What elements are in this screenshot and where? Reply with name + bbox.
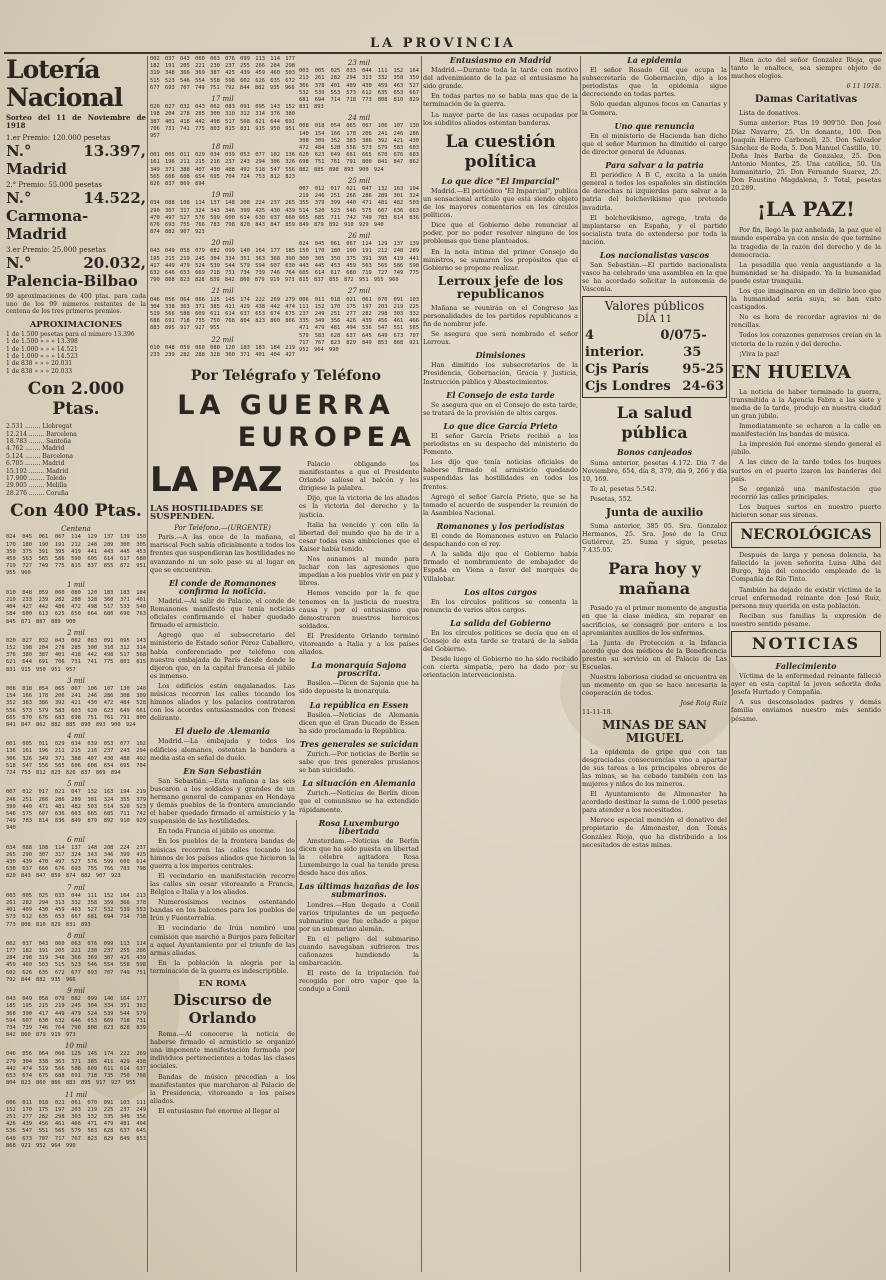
- mil-label: 26 mil: [347, 232, 371, 241]
- article-paragraph: El entusiasmo fué enorme al llegar al: [158, 1106, 280, 1115]
- article-paragraph: El vecindario en manifestación recorre las calles sin cesar vitoreando a Francia, Bélgica e Italia y a los aliados.: [150, 871, 295, 897]
- article-paragraph: El resto de la tripulación fué recogida por otro vapor que la condujo a Conil: [299, 969, 419, 994]
- con-2000-row: 29.905 ........ Melilla: [6, 482, 68, 490]
- article-paragraph: A sus desconsolados padres y demás familia enviamos nuestro más sentido pésame.: [731, 698, 881, 723]
- article-subhead: Lo que dice "El Imparcial": [441, 175, 560, 186]
- article-paragraph: También ha dejado de existir víctima de la cruel enfermedad reinante don José Ruiz, persona muy querida en esta población.: [731, 585, 881, 610]
- article-subhead: La salida del Gobierno: [450, 617, 551, 628]
- number-block: 002 037 043 060 063 076 099 113 114 177 182 191 205 221 230 237 255 266 284 298 319 348 366 369 387 425 439 459 460 503 515 523 546 554 558 598 602 626 635 672 677 693 707 749 751 792 844 882 935 966: [150, 56, 295, 91]
- noticias-box: [731, 631, 881, 657]
- number-block: 024 045 061 067 114 129 137 139 150 170 180 190 191 212 248 289 300 305 350 375 391 395 419 441 443 445 453 459 563 565 586 590 605 614 617 680 719 727 749 775 815 837 855 872 951 955 960: [6, 534, 146, 577]
- column-divider: [729, 56, 730, 1272]
- article-paragraph: La Junta de Protección a la Infancia acordó que dos médicos de la Beneficencia presten su servicio en el Palacio de Las Escuelas.: [582, 638, 727, 672]
- en-huelva-headline: EN HUELVA: [731, 361, 851, 383]
- valores-title: Valores públicos: [604, 299, 705, 314]
- article-paragraph: En la nota íntima del primer Consejo de ministros, se sumaron los propósitos que el Gobierno se propone realizar.: [423, 247, 578, 272]
- mil-label: 4 mil: [67, 732, 85, 741]
- number-block: 020 027 032 043 062 083 091 095 143 152 198 204 278 285 300 310 312 314 376 380 387 401 418 442 498 517 568 621 644 691 706 731 741 775 803 815 831 915 950 951 957: [6, 637, 146, 673]
- number-block: 043 049 058 079 082 099 140 164 177 185 195 215 219 245 304 334 351 363 368 390 417 449 479 524 539 544 579 594 607 630 632 646 653 669 718 731 734 739 746 764 790 808 823 828 839 842 860 879 919 973: [6, 996, 146, 1039]
- article-subhead: Fallecimiento: [775, 660, 837, 671]
- article-paragraph: Por fin, llegó la paz anhelada, la paz que el mundo esperaba ya con ansia de que termine la tragedia de la razón del derecho y de la democracia.: [731, 226, 881, 259]
- article-subhead: Entusiasmo en Madrid: [449, 56, 552, 65]
- article-paragraph: La noticia de haber terminado la guerra, transmitida a la Agencia Fabra a las siete y media de la tarde, produjo en nuestra ciudad un gran júbilo.: [731, 387, 881, 420]
- con-2000-row: 4.762 ........ Madrid: [6, 445, 65, 453]
- article-paragraph: Los edificios están engalanados. Las músicas recorren las calles tocando los himnos aliados y los palacios contrataron con los acordes entusiasmados con frenesí delirante.: [150, 681, 295, 723]
- article-paragraph: En los círculos políticos se comenta la renuncia de varios altos cargos.: [423, 597, 578, 614]
- mil-label: 18 mil: [211, 143, 234, 152]
- mil-label: 10 mil: [64, 1042, 88, 1051]
- mil-label: 19 mil: [211, 191, 234, 200]
- centena-label: Centena: [61, 525, 91, 534]
- article-paragraph: En el ministerio de Hacienda han dicho que el señor Marimon ha dimitido el cargo de director general de Aduanas.: [582, 131, 727, 156]
- mil-label: 9 mil: [67, 987, 85, 996]
- article-paragraph: Pasado ya el primer momento de angustia en que la clase médica, sin reparar en sacrificios, se consagró por entero a los apremiantes auxilios de los enfermos.: [582, 604, 727, 637]
- urgente-line: Por Teléfono.—(URGENTE): [174, 524, 271, 533]
- header-rule: [4, 52, 882, 54]
- article-paragraph: Dijo, que la victoria de los aliados es la victoria del derecho y la justicia.: [299, 494, 419, 519]
- mil-label: 17 mil: [211, 95, 234, 104]
- mil-label: 21 mil: [211, 287, 234, 296]
- article-paragraph: Han dimitido los subsecretarios de la Presidencia, Gobernación, Gracia y Justicia, Instrucción pública y Abastecimientos.: [423, 361, 578, 386]
- article-subhead: Los nacionalistas vascos: [599, 249, 710, 260]
- column-la-paz: [150, 460, 295, 1272]
- article-subhead: EN ROMA: [198, 978, 247, 989]
- article-subhead: El Consejo de esta tarde: [446, 389, 555, 400]
- article-subhead: El duelo de Alemania: [174, 726, 271, 737]
- mil-label: 7 mil: [67, 883, 85, 892]
- article-paragraph: El Ayuntamiento de Almonaster ha acordado destinar la suma de 1.000 pesetas para atender a los necesitados.: [582, 790, 727, 815]
- banner-europea: EUROPEA: [237, 422, 416, 453]
- con-2000-row: 12.214 ........ Barcelona: [6, 430, 77, 438]
- article-paragraph: Madrid.—El periódico "El Imparcial", publica un sensacional artículo que está siendo objeto de los mayores comentarios en los círculos políticos.: [423, 186, 578, 220]
- article-paragraph: To al, pesetas 5.542.: [590, 484, 657, 493]
- article-paragraph: Les dijo que tenía noticias oficiales de haberse firmado el armisticio quedando suspendidas las hostilidades en todos los frentes.: [423, 458, 578, 491]
- approx-row: 1 de 1.500 pesetas para el número 13.396: [6, 330, 135, 338]
- valores-row: [585, 361, 724, 378]
- la-paz-exclaim-headline: ¡LA PAZ!: [757, 197, 855, 222]
- con-2000-row: 6.705 ........ Madrid: [6, 460, 65, 468]
- column-divider: [296, 820, 297, 1272]
- la-paz-subhead: LAS HOSTILIDADES SE SUSPENDEN.: [150, 504, 264, 523]
- number-block: 002 037 043 060 063 076 099 113 114 177 182 191 205 221 230 237 255 266 284 298 319 348 366 369 387 425 439 459 460 503 515 523 546 554 558 598 602 626 635 672 677 693 707 749 751 792 844 882 935 966: [6, 940, 146, 983]
- column-divider: [580, 56, 581, 1272]
- article-paragraph: Mañana se reunirán en el Congreso las personalidades de los partidos republicanos a fin de nombrar jefe.: [423, 303, 578, 328]
- article-paragraph: Desde luego el Gobierno no ha sido recibido con cierta simpatía, pero ha dado por su orientación intervencionista.: [423, 655, 578, 680]
- article-paragraph: Inmediatamente se echaron a la calle en manifestación las bandas de música.: [731, 422, 881, 439]
- column-news-3: [299, 460, 419, 1272]
- article-paragraph: En toda Francia el júbilo es enorme.: [158, 827, 276, 836]
- article-paragraph: No es hora de recordar agravios ni de rencillas.: [731, 313, 881, 330]
- column-politics: [423, 56, 578, 1272]
- mil-label: 23 mil: [347, 59, 371, 67]
- article-paragraph: Basilea.—Noticias de Alemania dicen que el Gran Ducado de Essen ha sido proclamada la República.: [299, 710, 419, 735]
- lerroux-headline: Lerroux jefe de los republicanos: [437, 273, 564, 301]
- approx-row: 1 de 838 » » » 20.031: [6, 360, 73, 368]
- article-subhead: Los altos cargos: [464, 586, 537, 597]
- article-subhead: La república en Essen: [309, 699, 409, 710]
- loteria-subtitle: Sorteo del 11 de Noviembre de 1918: [6, 113, 146, 131]
- orlando-headline: Discurso de Orlando: [173, 991, 272, 1028]
- article-subhead: Bonos canjeados: [616, 447, 692, 458]
- column-numbers-2: [150, 56, 295, 356]
- article-paragraph: Nuestra laboriosa ciudad se encuentra en un momento en que se hace necesaria la cooperación de todos.: [582, 673, 727, 698]
- article-paragraph: El bolchevikismo, agrega, trata de implantarse en España, y el partido socialista trata de extenderse por toda la nación.: [582, 213, 727, 246]
- article-subhead: La situación en Alemania: [302, 778, 416, 789]
- number-block: 034 088 108 114 137 148 208 224 237 265 290 307 317 324 343 346 399 425 430 439 470 497 527 576 599 600 614 630 637 660 676 693 755 766 783 798 820 843 847 859 874 882 907 923: [6, 844, 146, 880]
- article-subhead: Lo que dice García Prieto: [443, 420, 558, 431]
- number-block: 007 012 017 021 047 132 163 194 219 246 251 266 286 289 301 324 355 379 399 440 471 481 482 503 514 520 523 546 575 607 636 663 665 685 711 742 749 783 814 836 849 879 892 910 929 940: [299, 185, 419, 228]
- article-subhead: Rosa Luxemburgo libertada: [318, 817, 400, 836]
- mil-label: 24 mil: [347, 114, 371, 123]
- number-block: 001 005 011 029 034 039 053 077 102 136 161 196 211 215 216 237 243 294 306 326 349 371 388 407 430 488 492 518 547 556 565 606 608 654 695 704 724 753 812 823 826 837 869 894: [6, 741, 146, 777]
- approx-row: 1 de 1.500 » » » 13.398: [6, 338, 78, 346]
- salud-publica-headline: La salud pública: [616, 403, 693, 443]
- article-paragraph: Se organizó una manifestación que recorrió las calles principales.: [731, 484, 881, 501]
- article-paragraph: La mayor parte de las casas ocupadas por los súbditos aliados ostentan banderas.: [423, 110, 578, 127]
- column-loteria: [6, 56, 146, 1272]
- mil-label: 11 mil: [64, 1090, 88, 1099]
- article-paragraph: Amsterdam.—Noticias de Berlín dicen que ha sido puesta en libertad la célebre agitadora Rosa Luxemburgo la cual ha tenido presa desde hace dos años.: [299, 836, 419, 878]
- article-paragraph: Lista de donativos.: [739, 109, 801, 118]
- number-block: 006 011 018 021 061 070 091 103 111 152 170 175 197 203 219 225 237 249 251 277 282 298 303 332 335 349 356 426 439 456 461 466 471 479 481 494 536 547 551 565 579 583 628 637 645 649 673 707 717 767 823 829 849 853 868 921 952 964 990: [299, 296, 419, 353]
- valores-day: DÍA 11: [636, 314, 673, 326]
- banner-telegraph: Por Telégrafo y Teléfono: [191, 368, 381, 384]
- article-subhead: Para salvar a la patria: [605, 160, 704, 171]
- article-paragraph: Zurich.—Por noticias de Berlín se sabe que tres generales prusianos se han suicidado.: [299, 750, 419, 775]
- mil-label: 27 mil: [347, 287, 371, 296]
- article-paragraph: En los pueblos de la frontera bandas de músicas recorren las calles tocando los himnos de los países aliados que hicieron la guerra a los imperios centrales.: [150, 837, 295, 870]
- article-subhead: La epidemia: [627, 56, 682, 65]
- article-paragraph: Se asegura que en el Consejo de esta tarde, se tratará de la provisión de altos cargos.: [423, 400, 578, 417]
- article-paragraph: La pesadilla que venía angustiando a la humanidad se ha disipado. Ya la humanidad puede estar tranquila.: [731, 260, 881, 285]
- article-date: 11-11-18.: [582, 707, 613, 716]
- approx-note: 99 aproximaciones de 400 ptas. para cada uno de los 99 números restantes de la centena de los tres primeros premios.: [6, 293, 146, 316]
- signature: José Roig Ruiz: [680, 699, 727, 708]
- article-paragraph: Suma anterior, pesetas 4.172. Día 7 de Noviembre, 654, día 8, 379, día 9, 266 y día 10, 169.: [582, 458, 727, 483]
- article-paragraph: Merece especial mención el donativo del propietario de Almonaster, don Tomás González Rioja, que ha distribuido a los necesitados de estas minas.: [582, 816, 727, 849]
- article-paragraph: Zurich.—Noticias de Berlín dicen que el comunismo se ha extendido rápidamente.: [299, 789, 419, 814]
- article-paragraph: Bandas de música precedían a los manifestantes que marcharon al Palacio de la Presidencia, vitoreando a los países aliados.: [150, 1072, 295, 1105]
- article-subhead: Junta de auxilio: [605, 506, 704, 519]
- article-subhead: La monarquía Sajona proscrita.: [311, 660, 407, 679]
- column-huelva: [731, 56, 881, 1272]
- mil-label: 6 mil: [67, 835, 85, 844]
- article-paragraph: El Presidente Orlando terminó vitoreando a Italia y a los países aliados.: [299, 631, 419, 657]
- valores-value: 75-35: [683, 328, 707, 361]
- article-paragraph: El periódico A B C, excita a la unión general a todos los españoles sin distinción de derechas ni izquierdas para salvar a la patria del bolchevikismo que pretende invadirla.: [582, 171, 727, 212]
- necrologicas-headline: NECROLÓGICAS: [740, 527, 872, 544]
- article-paragraph: Madrid.—La embajada y todos los edificios alemanes, ostentan la bandera a media asta en señal de duelo.: [150, 737, 295, 762]
- article-paragraph: Roma.—Al conocerse la noticia de haberse firmado el armisticio se organizó una imponente manifestación formada por individuos pertenecientes a todas las clases sociales.: [150, 1030, 295, 1071]
- donations-list: Suma anterior: Ptas 19 909'50. Don José Díaz Navarro, 25. Un donante, 100. Don Joaquín Hierro Carbonell, 25. Don Salvador Sánchez de Roda, 5. Don Manuel Castillo, 10. Doña Inés Barba de Gonzalez, 25. Don Antonio Montes, 25. Una católica, 50. Un humanitario, 25. Don Fernando Suarez, 25. Don Faustino Magdalena, 5. Total, pesetas 20.289.: [731, 119, 881, 193]
- article-paragraph: Madrid.—Al salir de Palacio, el conde de Romanones manifestó que tenía noticias oficiales confirmando el haber quedado firmado el armisticio.: [150, 596, 295, 630]
- article-paragraph: ¡Viva la paz!: [739, 349, 780, 358]
- con-2000-row: 2.531 ........ Llobregat: [6, 423, 72, 431]
- valores-row: [585, 378, 724, 395]
- number-block: 020 027 032 043 062 083 091 095 143 152 198 204 278 285 300 310 312 314 376 380 387 401 418 442 498 517 568 621 644 691 706 731 741 775 803 815 831 915 950 951 957: [150, 104, 295, 139]
- con-2000-row: 18.783 ........ Santoña: [6, 438, 72, 446]
- article-paragraph: En el peligro del submarino cuando navegaban sufrieron tres cañonazos hundiendo la embarcación.: [299, 934, 419, 968]
- mil-label: 20 mil: [211, 239, 234, 248]
- article-subhead: Tres generales se suicidan: [299, 738, 419, 749]
- article-paragraph: Después de larga y penosa dolencia, ha fallecido la joven señorita Luisa Alba del Burgo, hija del conocido empleado de la Compañía de Río Tinto.: [731, 551, 881, 584]
- article-paragraph: Hemos vencido por la fe que tenemos en la justicia de nuestra causa y por el entusiasmo que demostraron nuestros heroicos soldados.: [299, 589, 419, 630]
- article-paragraph: San Sebastián.—Esta mañana a las seis buscaron a los soldados y grandes de un hermano general de campanas en Hendaya y demás pueblos de la frontera anunciando el haber quedado firmado el armisticio y la suspensión de las hostilidades.: [150, 776, 295, 826]
- prize-number: N.° 13.397, Madrid: [6, 142, 146, 179]
- article-paragraph: Basilea.—Dicen de Sajonia que ha sido depuesta la monarquía.: [299, 679, 419, 696]
- article-paragraph: El vecindario de Irún nombró una comisión que marchó a Burgos para felicitar a aquel Ayuntamiento por el triunfo de las armas aliadas.: [150, 924, 295, 957]
- valores-box: [582, 296, 727, 398]
- number-block: 046 056 064 066 125 145 174 222 269 279 304 338 363 371 385 411 429 438 442 474 519 566 588 609 611 614 637 653 674 675 688 691 718 735 750 768 804 823 860 866 883 895 917 927 955: [150, 296, 295, 332]
- article-paragraph: Suma anterior, 385 05. Sra. Gonzalez Hermanos, 25. Sra. José de la Cruz Gutiérrez, 25. Suma y sigue, pesetas 7.435.05.: [582, 522, 727, 555]
- valores-row: [585, 327, 724, 361]
- article-paragraph: Víctima de la enfermedad reinante falleció ayer en esta capital la joven señorita doña Josefa Hurtado y Compañía.: [731, 672, 881, 697]
- article-paragraph: Agregó el señor García Prieto, que se ha tomado el acuerdo de suspender la reunión de la Asamblea Nacional.: [423, 492, 578, 517]
- masthead: LA PROVINCIA: [370, 36, 516, 51]
- article-paragraph: Los buques surtos en nuestro puerto hicieron sonar sus sirenas.: [731, 502, 881, 520]
- number-block: 003 005 025 033 044 111 152 164 213 261 282 294 313 332 358 359 366 378 401 409 430 459 463 527 532 539 553 573 612 635 653 667 681 694 714 718 773 808 810 829 831 893: [299, 68, 419, 111]
- con-2000-row: 15.192 ........ Madrid: [6, 467, 69, 475]
- article-paragraph: Todos los corazones generosos creían en la victoria de la razón y del derecho.: [731, 331, 881, 348]
- article-paragraph: A la salida dijo que el Gobierno había firmado el nombramiento de embajador de España en Viena a favor del marqués de Villalobar.: [423, 550, 578, 583]
- prize-label: 1.er Premio: 120.000 pesetas: [6, 134, 111, 143]
- mil-label: 22 mil: [211, 335, 234, 344]
- article-paragraph: Dice que el Gobierno debe renunciar al poder, por no poder resolver ninguno de los problemas que tiene planteados.: [423, 221, 578, 246]
- article-subhead: En San Sebastián: [183, 765, 262, 776]
- article-paragraph: Bien acto del señor Gonzalez Rioja, que tanto le enaltece, sea siempre objeto de muchos elogios.: [731, 56, 881, 81]
- number-block: 003 005 025 033 044 111 152 164 213 261 282 294 313 332 358 359 366 378 401 409 430 459 463 527 532 539 553 573 612 635 653 667 681 694 714 718 773 808 810 829 831 893: [6, 892, 146, 928]
- number-block: 043 049 058 079 082 099 140 164 177 185 195 215 219 245 304 334 351 363 368 390 417 449 479 524 539 544 579 594 607 630 632 646 653 669 718 731 734 739 746 764 790 808 823 828 839 842 860 879 919 973: [150, 248, 295, 284]
- number-block: 001 005 011 029 034 039 053 077 102 136 161 196 211 215 216 237 243 294 306 326 349 371 388 407 430 488 492 518 547 556 565 606 608 654 695 704 724 753 812 823 826 837 869 894: [150, 152, 295, 188]
- article-subhead: Uno que renuncia: [614, 120, 695, 131]
- article-paragraph: Londres.—Han llegado a Conil varios tripulantes de un pequeño submarino que fue echado a pique por un submarino alemán.: [299, 900, 419, 933]
- article-subhead: Dimisiones: [475, 350, 526, 361]
- article-paragraph: La epidemia de gripe que con tan desgraciadas consecuencias vino a apartar de sus tareas a los principales obreros de las minas, se ha cebado también con las mujeres y niños de los mineros.: [582, 747, 727, 788]
- number-block: 007 012 017 021 047 132 163 194 219 246 251 266 286 289 301 324 355 379 399 440 471 481 482 503 514 520 523 546 575 607 636 663 665 685 711 742 749 783 814 836 849 879 892 910 929 940: [6, 789, 146, 832]
- article-paragraph: En la población la alegría por la terminación de la guerra es indescriptible.: [150, 958, 295, 975]
- article-paragraph: París.—A las once de la mañana, el mariscal Foch sabía oficialmente a todos los frentes que suspendieran las hostilidades no avanzando ni un solo paso su al lugar en que se encuentren.: [150, 533, 295, 574]
- article-paragraph: Palacio obligando los manifestantes a que el Presidente Orlando saliese al balcón y les dirigiese la palabra.: [299, 460, 419, 493]
- mil-label: 5 mil: [67, 780, 85, 789]
- mil-label: 25 mil: [347, 176, 371, 185]
- minas-headline: MINAS DE SAN MIGUEL: [602, 717, 707, 745]
- prize-label: 2.° Premio: 55.000 pesetas: [6, 181, 102, 190]
- number-block: 008 018 054 065 067 106 107 130 140 154 166 178 206 241 246 286 308 309 352 383 386 392 421 430 472 484 528 556 573 579 583 603 620 623 649 661 665 670 676 683 698 751 761 791 800 841 847 862 882 885 890 893 900 924: [6, 685, 146, 728]
- number-block: 006 011 018 021 061 070 091 103 111 152 170 175 197 203 219 225 237 249 251 277 282 298 303 332 335 349 356 426 439 456 461 466 471 479 481 494 536 547 551 565 579 583 628 637 645 649 673 707 717 767 823 829 849 853 868 921 952 964 990: [6, 1099, 146, 1149]
- article-paragraph: El señor García Prieto recibió a los periodistas en su despacho del ministerio de Fomento.: [423, 432, 578, 457]
- valores-value: 24-63: [682, 379, 724, 395]
- number-block: 034 088 108 114 137 148 208 224 237 265 290 307 317 324 343 346 399 425 430 439 470 497 527 576 599 600 614 630 637 660 676 693 755 766 783 798 820 843 847 859 874 882 907 923: [150, 200, 295, 236]
- article-paragraph: San Sebastián.—El partido nacionalista vasco ha celebrado una asamblea en la que se ha acordado solicitar la autonomía de Vasconia.: [582, 261, 727, 294]
- mil-label: 8 mil: [67, 931, 85, 940]
- article-date: 6 11 1918.: [846, 82, 881, 91]
- war-banner: [150, 368, 422, 454]
- con-2000-row: 17.900 ........ Toledo: [6, 475, 67, 483]
- article-paragraph: Reciban sus familias la expresión de nuestro sentido pésame.: [731, 611, 881, 628]
- article-paragraph: En todas partes no se habla mas que de la terminación de la guerra.: [423, 92, 578, 109]
- con-2000-row: 28.276 ........ Coruña: [6, 489, 69, 497]
- mil-label: 1 mil: [67, 580, 85, 589]
- number-block: 010 048 059 060 080 120 183 183 184 219 233 239 282 288 328 360 371 401 404 427: [150, 344, 295, 356]
- number-block: 010 048 059 060 080 120 183 183 184 219 233 239 282 288 328 360 371 401 404 427 442 486 472 498 517 533 540 584 600 613 625 650 664 680 690 763 845 871 887 889 900: [6, 589, 146, 625]
- con-2000-heading: Con 2.000 Ptas.: [27, 379, 125, 420]
- article-paragraph: Agregó que el subsecretario del ministerio de Estado señor Pérez Caballero, había conferenciado por teléfono con nuestra embajada de París desde donde le dijeron que, en la capital francesa el júbilo es inmenso.: [150, 631, 295, 680]
- cuestion-politica-headline: La cuestión política: [445, 131, 556, 172]
- article-paragraph: Los que imaginaron en un delirio loco que la humanidad sería suya, se han visto castigados.: [731, 286, 881, 312]
- article-paragraph: Madrid.—Durante toda la tarde con motivo del advenimiento de la paz el entusiasmo ha sido grande.: [423, 66, 578, 91]
- approx-row: 1 de 1.000 » » » 14.521: [6, 345, 78, 353]
- approx-row: 1 de 838 » » » 20.033: [6, 367, 73, 375]
- article-subhead: El conde de Romanones confirma la noticia.: [168, 577, 277, 596]
- loteria-title: Lotería Nacional: [6, 56, 123, 112]
- noticias-headline: NOTICIAS: [751, 633, 861, 653]
- article-paragraph: La impresión fué enorme siendo general el júbilo.: [731, 440, 881, 457]
- mil-label: 3 mil: [67, 676, 85, 685]
- number-block: 046 056 064 066 125 145 174 222 269 279 304 338 363 371 385 411 429 438 442 474 519 566 588 609 611 614 637 653 674 675 688 691 718 735 750 768 804 823 860 866 883 895 917 927 955: [6, 1051, 146, 1087]
- valores-name: Cjs Londres: [585, 379, 671, 395]
- article-paragraph: En los círculos políticos se decía que en el Consejo de esta tarde se tratará de la salida del Gobierno.: [423, 628, 578, 654]
- column-divider: [147, 56, 148, 1272]
- article-paragraph: Numerosísimos vecinos ostentando bandas en los balcones para los pueblos de Irún y Fuenterrabía.: [150, 898, 295, 923]
- article-paragraph: Se asegura que será nombrado el señor Lerroux.: [423, 330, 578, 347]
- article-paragraph: Pesetas, 552.: [590, 494, 633, 503]
- prize-number: N.° 14.522, Carmona-Madrid: [6, 189, 146, 244]
- number-block: 024 045 061 067 114 129 137 139 150 170 180 190 191 212 248 289 300 305 350 375 391 395 419 441 443 445 453 459 563 565 586 590 605 614 617 680 719 727 749 775 815 837 855 872 951 955 960: [299, 241, 419, 284]
- la-paz-headline: LA PAZ: [150, 460, 283, 500]
- valores-name: 4 0/0 interior.: [585, 328, 684, 361]
- article-paragraph: Italia ha vencido y con ella la libertad del mundo que ha de ir a cesar todas esas ambiciones que el Kaiser había tenido.: [299, 520, 419, 553]
- prize-label: 3.er Premio: 25.000 pesetas: [6, 246, 106, 255]
- damas-headline: Damas Caritativas: [754, 94, 858, 106]
- mil-label: 2 mil: [67, 628, 85, 637]
- article-paragraph: A las cinco de la tarde todos los buques surtos en el puerto izaron las banderas del país.: [731, 458, 881, 483]
- column-numbers-3: [299, 56, 419, 356]
- article-subhead: Romanones y los periodistas: [436, 520, 565, 531]
- con-2000-row: 5.124 ........ Barcelona: [6, 452, 73, 460]
- article-paragraph: Nos aunamos al mundo para luchar con las agresiones que impedían a los pueblos vivir en paz y libres.: [299, 555, 419, 588]
- column-divider: [421, 56, 422, 1272]
- valores-name: Cjs París: [585, 362, 649, 378]
- approx-title: APROXIMACIONES: [29, 319, 123, 330]
- prize-number: N.° 20.032, Palencia-Bilbao: [6, 254, 146, 291]
- article-paragraph: Sólo quedan algunos focos en Canarias y la Gomera.: [582, 100, 727, 117]
- necrologicas-box: [731, 522, 881, 548]
- number-block: 008 018 054 065 067 106 107 130 140 154 166 178 206 241 246 286 308 309 352 383 386 392 421 430 472 484 528 556 573 579 583 603 620 623 649 661 665 670 676 683 698 751 761 791 800 841 847 862 882 885 890 893 900 924: [299, 123, 419, 173]
- article-paragraph: El conde de Romanones estuvo en Palacio despachando con el rey.: [423, 532, 578, 549]
- article-paragraph: El señor Rosado Gil que ocupa la subsecretaría de Gobernación, dijo a los periodistas que la epidemia sigue decreciendo en todas partes.: [582, 66, 727, 99]
- column-health: [582, 56, 727, 1272]
- article-subhead: Las últimas hazañas de los submarinos.: [299, 881, 419, 900]
- banner-guerra: LA GUERRA: [177, 390, 395, 421]
- valores-value: 95-25: [682, 362, 724, 378]
- approx-row: 1 de 1.000 » » » 14.523: [6, 353, 78, 360]
- hoy-manana-headline: Para hoy y mañana: [608, 559, 701, 599]
- con-400-heading: Con 400 Ptas.: [10, 501, 142, 522]
